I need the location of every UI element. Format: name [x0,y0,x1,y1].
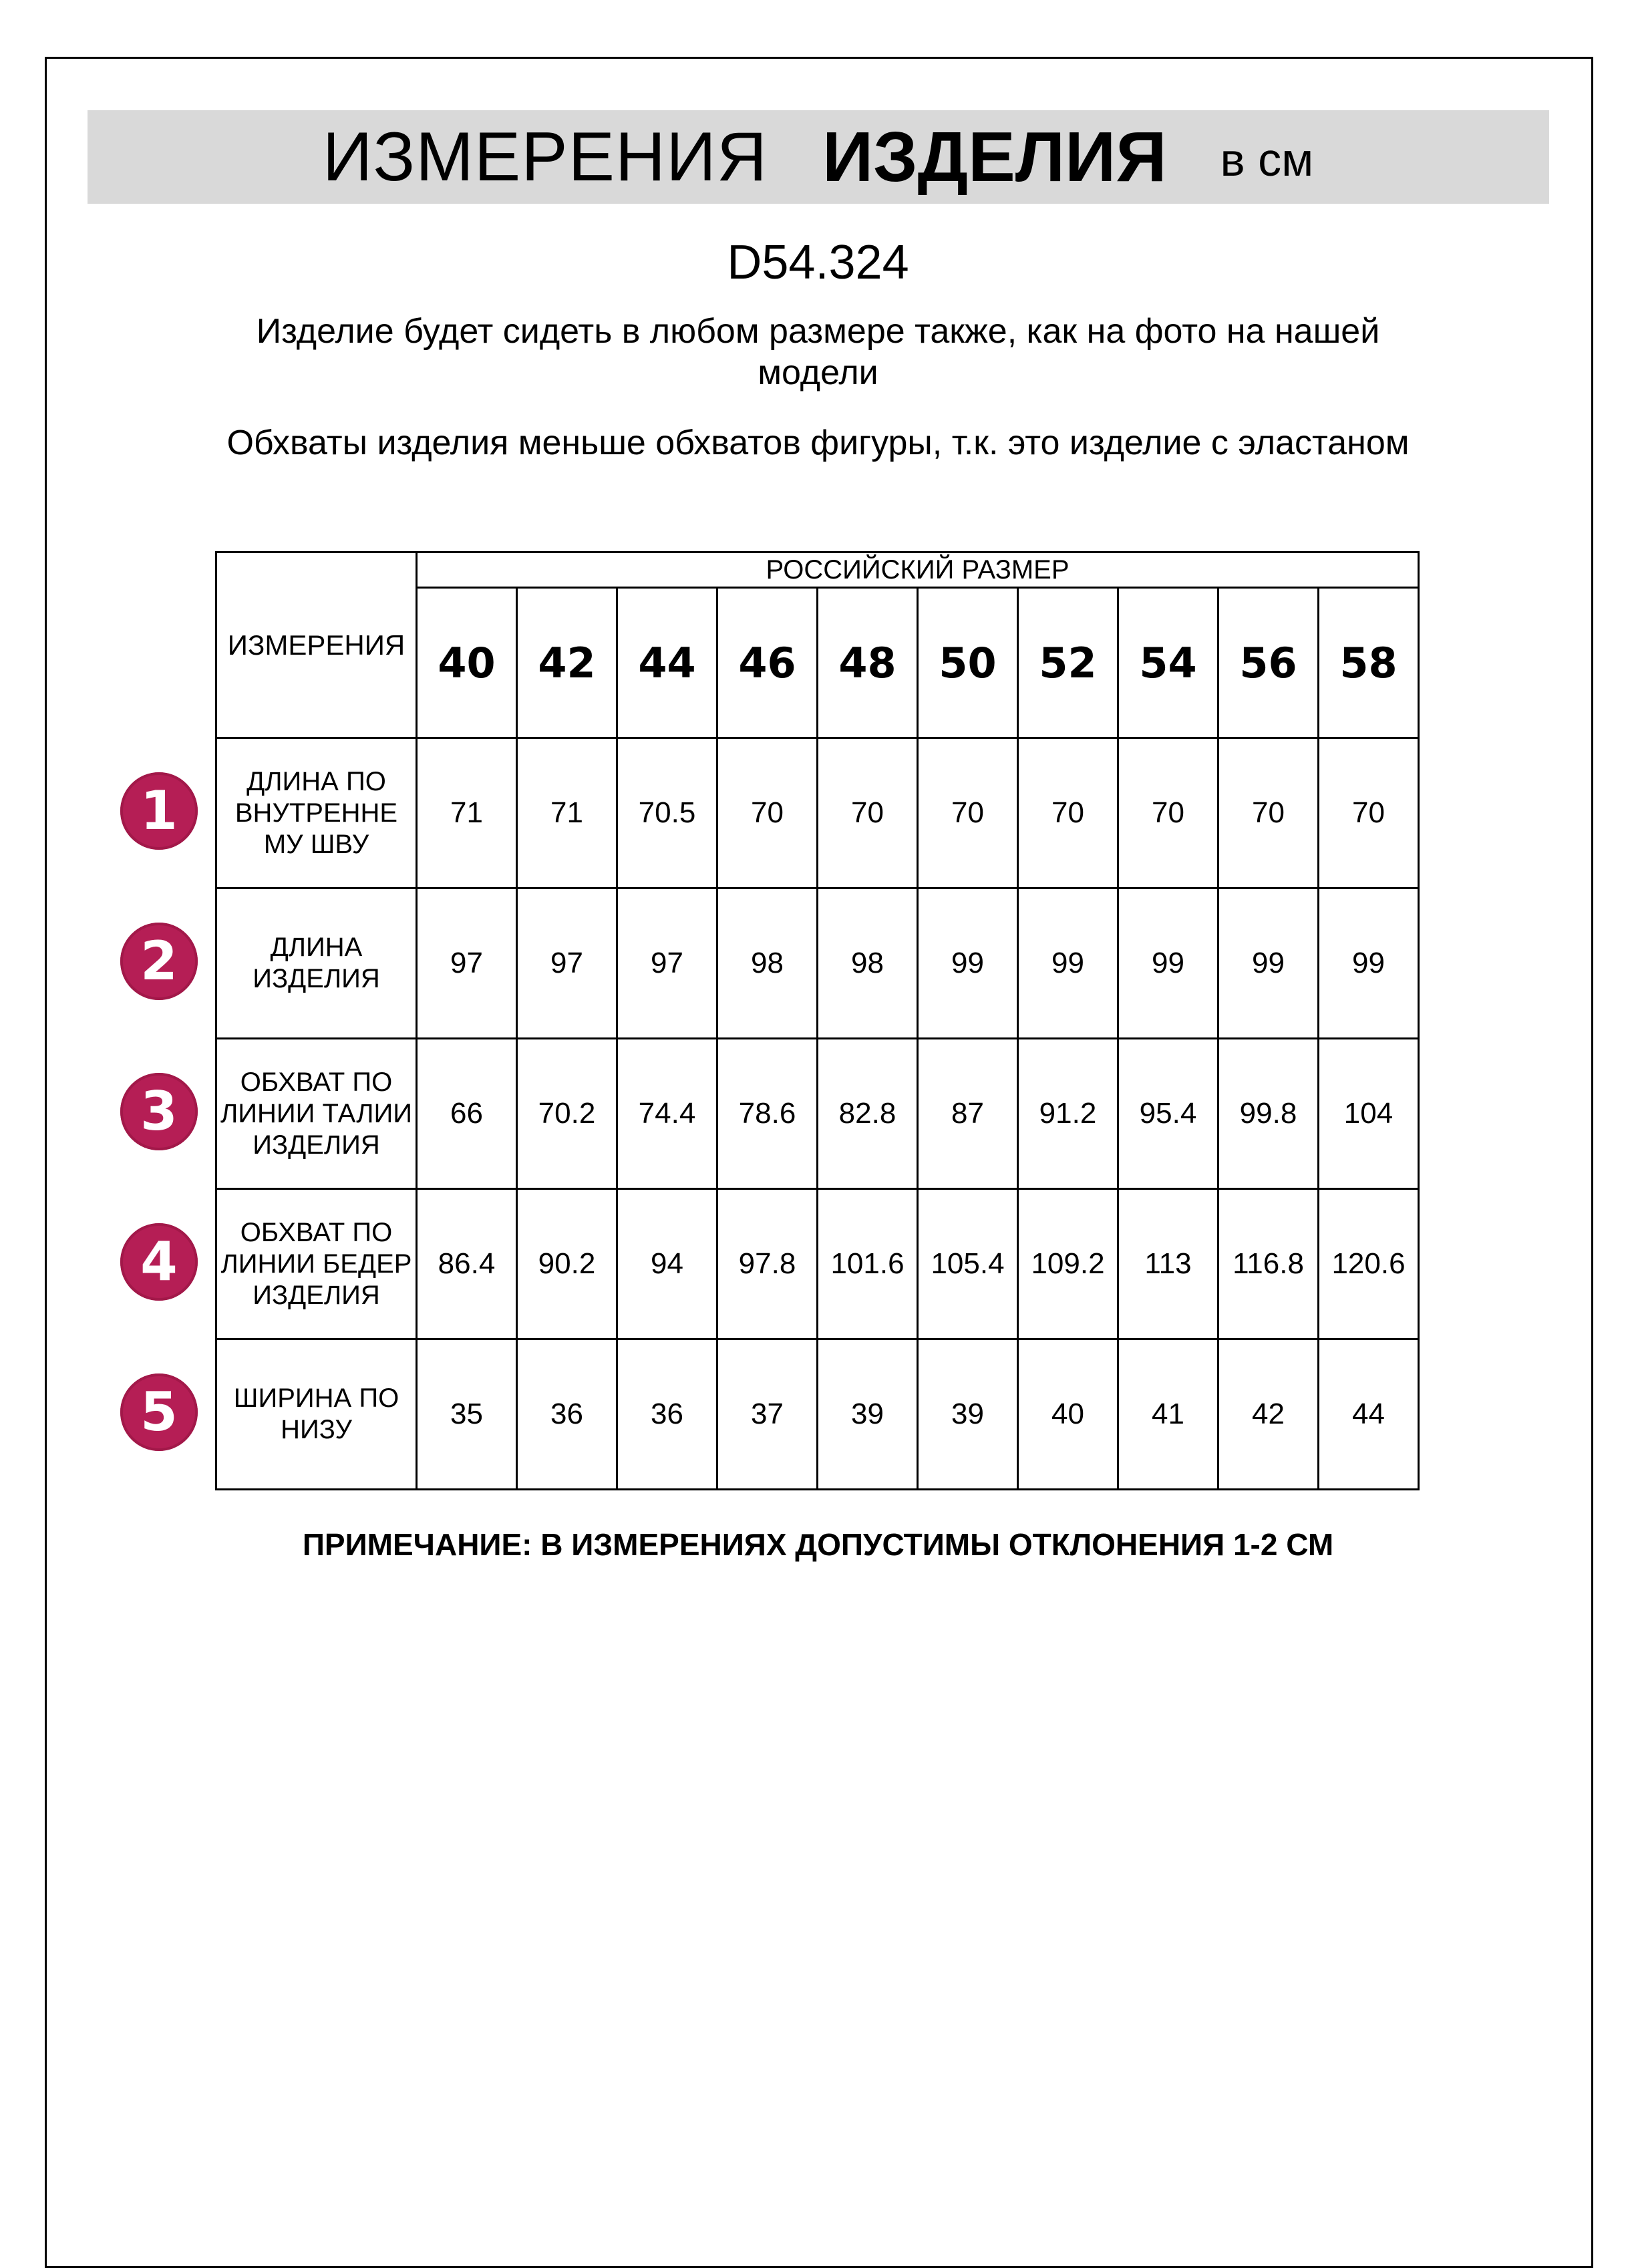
table-cell: 36 [617,1339,717,1490]
table-cell: 78.6 [717,1039,818,1189]
table-cell: 94 [617,1189,717,1339]
row-number-badge: 3 [120,1073,198,1150]
table-cell: 74.4 [617,1039,717,1189]
table-cell: 86.4 [417,1189,517,1339]
table-cell: 71 [417,738,517,888]
table-row [216,1189,1419,1339]
size-table [215,551,1420,1490]
table-header-row [216,552,1419,588]
table-cell: 40 [1018,1339,1118,1490]
size-header-cell: 58 [1319,588,1419,738]
table-cell: 97 [417,888,517,1039]
table-row [216,1039,1419,1189]
table-cell: 70 [717,738,818,888]
row-label: ОБХВАТ ПО ЛИНИИ БЕДЕР ИЗДЕЛИЯ [216,1189,417,1339]
table-cell: 70 [918,738,1018,888]
table-cell: 44 [1319,1339,1419,1490]
title-part-unit: в см [1220,134,1314,186]
table-cell: 99.8 [1218,1039,1319,1189]
table-row [216,888,1419,1039]
row-number-badge: 5 [120,1373,198,1451]
table-cell: 91.2 [1018,1039,1118,1189]
table-cell: 99 [1018,888,1118,1039]
table-cell: 109.2 [1018,1189,1118,1339]
table-cell: 98 [818,888,918,1039]
table-cell: 99 [1118,888,1218,1039]
size-header-cell: 52 [1018,588,1118,738]
size-header-cell: 44 [617,588,717,738]
row-label: ДЛИНА ИЗДЕЛИЯ [216,888,417,1039]
table-row [216,1339,1419,1490]
table-cell: 36 [517,1339,617,1490]
elastane-note: Обхваты изделия меньше обхватов фигуры, т.к. это изделие с эластаном [226,424,1410,462]
table-cell: 70 [1118,738,1218,888]
table-cell: 70.2 [517,1039,617,1189]
size-header-cell: 46 [717,588,818,738]
table-cell: 70 [1218,738,1319,888]
table-cell: 70 [1319,738,1419,888]
row-number-badge: 2 [120,923,198,1000]
row-number-badge: 4 [120,1223,198,1301]
table-cell: 39 [918,1339,1018,1490]
table-cell: 98 [717,888,818,1039]
table-cell: 113 [1118,1189,1218,1339]
size-header-cell: 56 [1218,588,1319,738]
row-number-badge: 1 [120,772,198,850]
title-part-product: ИЗДЕЛИЯ [822,117,1167,196]
title-part-measurements: ИЗМЕРЕНИЯ [322,118,768,196]
table-cell: 82.8 [818,1039,918,1189]
table-cell: 116.8 [1218,1189,1319,1339]
size-header-cell: 54 [1118,588,1218,738]
table-cell: 71 [517,738,617,888]
table-cell: 99 [1218,888,1319,1039]
table-cell: 70 [1018,738,1118,888]
tolerance-footnote: ПРИМЕЧАНИЕ: В ИЗМЕРЕНИЯХ ДОПУСТИМЫ ОТКЛОНЕНИЯ 1-2 СМ [302,1527,1334,1562]
table-cell: 97 [517,888,617,1039]
size-header-cell: 42 [517,588,617,738]
table-cell: 99 [1319,888,1419,1039]
table-cell: 105.4 [918,1189,1018,1339]
table-cell: 39 [818,1339,918,1490]
row-label: ДЛИНА ПО ВНУТРЕННЕ МУ ШВУ [216,738,417,888]
table-cell: 37 [717,1339,818,1490]
table-cell: 97 [617,888,717,1039]
row-label: ШИРИНА ПО НИЗУ [216,1339,417,1490]
table-cell: 70 [818,738,918,888]
table-cell: 42 [1218,1339,1319,1490]
corner-label: ИЗМЕРЕНИЯ [216,552,417,738]
table-cell: 101.6 [818,1189,918,1339]
size-header-cell: 50 [918,588,1018,738]
fit-note: Изделие будет сидеть в любом размере также, как на фото на нашей модели [256,312,1380,392]
page-title [0,110,1636,204]
size-header-cell: 48 [818,588,918,738]
product-code: D54.324 [727,236,909,289]
table-cell: 66 [417,1039,517,1189]
table-cell: 35 [417,1339,517,1490]
size-group-header: РОССИЙСКИЙ РАЗМЕР [417,552,1419,588]
table-cell: 95.4 [1118,1039,1218,1189]
size-header-cell: 40 [417,588,517,738]
table-cell: 90.2 [517,1189,617,1339]
table-cell: 97.8 [717,1189,818,1339]
table-row [216,738,1419,888]
table-cell: 70.5 [617,738,717,888]
table-cell: 104 [1319,1039,1419,1189]
table-cell: 87 [918,1039,1018,1189]
table-cell: 99 [918,888,1018,1039]
table-cell: 120.6 [1319,1189,1419,1339]
row-label: ОБХВАТ ПО ЛИНИИ ТАЛИИ ИЗДЕЛИЯ [216,1039,417,1189]
table-cell: 41 [1118,1339,1218,1490]
